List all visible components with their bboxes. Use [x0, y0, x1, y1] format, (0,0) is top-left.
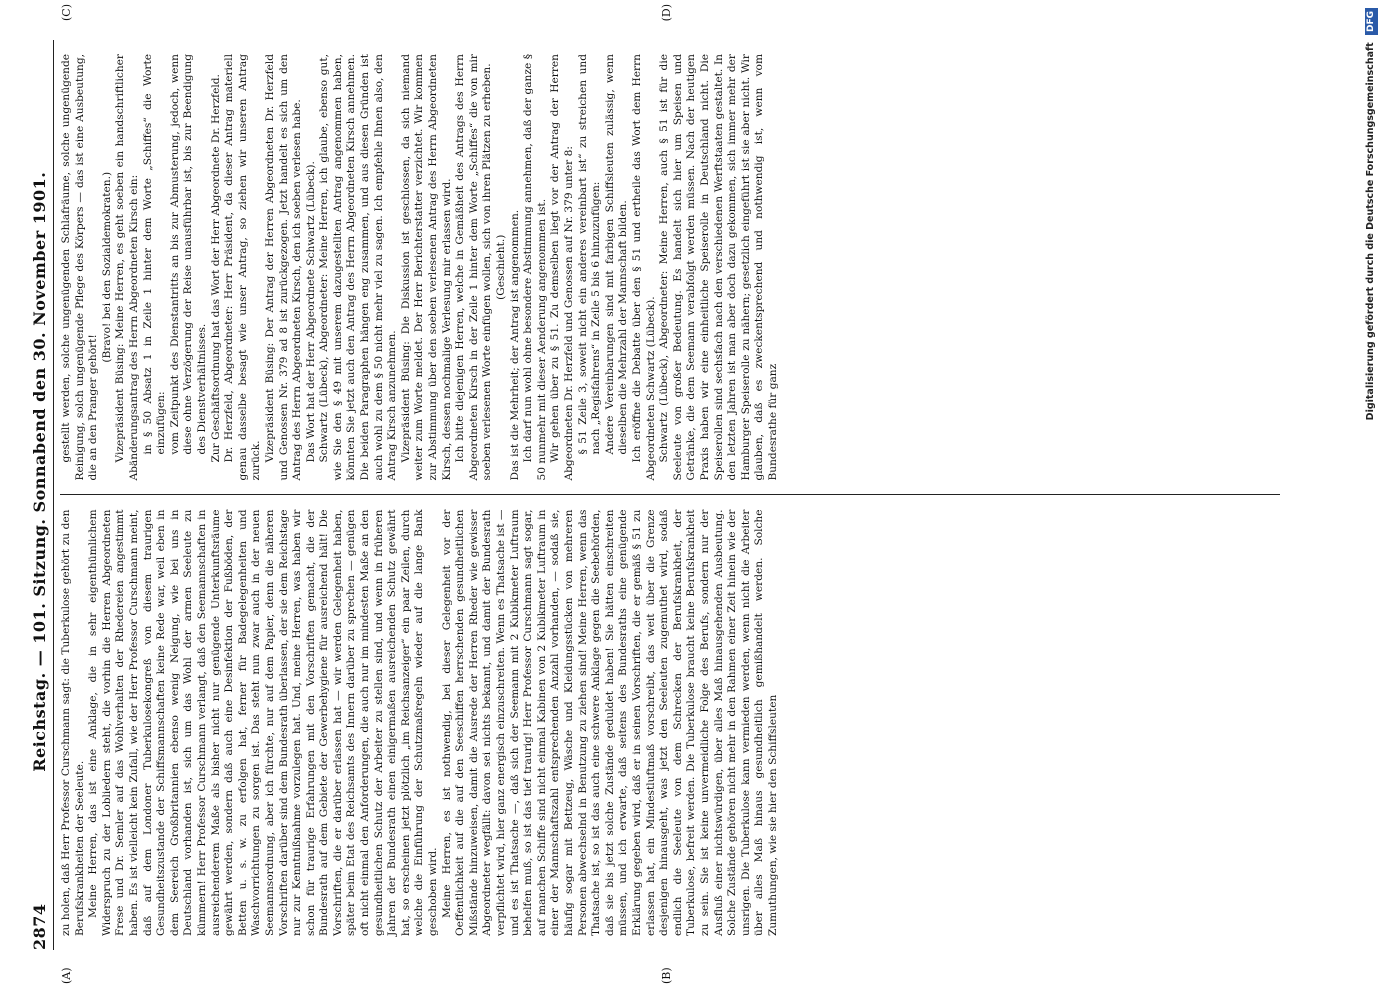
paragraph: Wir gehen über zu § 51. Zu demselben liegt vor der Antrag der Herren Abgeordneten Dr. Herzfeld und Genossen auf Nr. 379 unter 8:: [549, 54, 575, 481]
page-title: Reichstag. — 101. Sitzung. Sonnabend den 30. November 1901.: [30, 171, 49, 772]
margin-marker-b: (B): [660, 967, 673, 984]
digitization-credit: [1361, 8, 1381, 992]
credit-text: Digitalisierung gefördert durch die Deutsche Forschungsgemeinschaft: [1365, 42, 1376, 421]
paragraph: § 51 Zeile 3, soweit nicht ein anderes vereinbart ist“ zu streichen und nach „Regisfahrens“ in Zeile 5 bis 6 hinzuzufügen:: [576, 54, 603, 455]
page-header: [30, 40, 54, 950]
paragraph: Vizepräsident Büsing: Die Diskussion ist geschlossen, da sich niemand weiter zum Worte meldet. Der Herr Berichterstatter verzichtet. Wir kommen zur Abstimmung über den soeben verlesenen Antrag des Herrn Abgeordneten Kirsch, dessen nochmalige Verlesung mir erlassen wird.: [399, 54, 453, 481]
paragraph: Ich bitte diejenigen Herren, welche in Gemäßheit des Antrags des Herrn Abgeordneten Kirsch in der Zeile 1 hinter dem Worte „Schiffes“ die von mir soeben verlesenen Worte einfügen wollen, sich von ihren Plätzen zu erheben.: [454, 54, 494, 481]
text-columns: [60, 4, 1280, 984]
paragraph: Ich eröffne die Debatte über den § 51 und ertheile das Wort dem Herrn Abgeordneten Schwartz (Lübeck).: [630, 54, 657, 481]
paragraph: Vizepräsident Büsing: Der Antrag der Herren Abgeordneten Dr. Herzfeld und Genossen Nr. 379 ad 8 ist zurückgezogen. Jetzt handelt es sich um den Antrag des Herrn Abgeordneten Kirsch, den ich soeben verlesen habe.: [263, 54, 304, 481]
left-column: [60, 496, 1280, 984]
paragraph: Andere Vereinbarungen sind mit farbigen Schiffsleuten zulässig, wenn dieselben die Mehrzahl der Mannschaft bilden.: [603, 54, 630, 455]
paragraph: Schwartz (Lübeck), Abgeordneter: Meine Herren, ich glaube, ebenso gut, wie Sie den § 49 mit unserem dazugestellten Antrag angenommen haben, könnten Sie jetzt auch den Antrag des Herrn Abgeordneten Kirsch annehmen. Die beiden Paragraphen hängen eng zusammen, und aus diesen Gründen ist auch wohl zu dem § 50 nicht mehr viel zu sagen. Ich empfehle Ihnen also, den Antrag Kirsch anzunehmen.: [318, 54, 399, 481]
paragraph: Ich darf nun wohl ohne besondere Abstimmung annehmen, daß der ganze § 50 nunmehr mit dieser Aenderung angenommen ist.: [522, 54, 548, 481]
margin-marker-d: (D): [660, 4, 673, 22]
paragraph: zu holen, daß Herr Professor Curschmann sagt: die Tuberkulose gehört zu den Berufskrankheiten der Seeleute.: [60, 509, 86, 936]
interjection: (Bravo! bei den Sozialdemokraten.): [100, 171, 113, 363]
paragraph: Meine Herren, es ist nothwendig, bei dieser Gelegenheit vor der Oeffentlichkeit auf die auf den Seeschiffen herrschenden gesundheitlichen Mißstände hinzuweisen, damit die Ausrede der Herren Rheder wie gewisser Abgeordneter wegfällt: davon sei nichts bekannt, und damit der Bundesrath verpflichtet wird, hier ganz energisch einzuschreiten. Wenn es Thatsache ist — und es ist Thatsache —, daß sich der Seemann mit 2 Kubikmeter Luftraum behelfen muß, so ist das tief traurig! Herr Professor Curschmann sagt sogar, auf manchen Schiffe sind nicht einmal Kabinen von 2 Kubikmeter Luftraum in einer der Mannschaftszahl entsprechenden Anzahl vorhanden, — sodaß sie, häufig sogar mit Bettzeug, Wäsche und Kleidungsstücken von mehreren Personen abwechselnd in Benutzung zu ziehen sind! Meine Herren, wenn das Thatsache ist, so ist das auch eine schwere Anklage gegen die Seebehörden, daß sie bis jetzt solche Zustände geduldet haben! Sie hätten einschreiten müssen, und ich erwarte, daß seitens des Bundesraths eine genügende Erklärung gegeben wird, daß er in seinen Vorschriften, die er gemäß § 51 zu erlassen hat, ein Mindestluftmaß vorschreibt, das weit über die Grenze desjenigen hinausgeht, was jetzt den Seeleuten zugemuthet wird, sodaß endlich die Seeleute von dem Schrecken der Berufskrankheit, der Tuberkulose, befreit werden. Die Tuberkulose braucht keine Berufskrankheit zu sein. Sie ist keine unvermeidliche Folge des Berufs, sondern nur der Ausfluß einer nichtswürdigen, über alles Maß hinausgehenden Ausbeutung. Solche Zustände gehören nicht mehr in den Rahmen einer Zeit hinein wie der unsrigen. Die Tuberkulose kann vermieden werden, wenn nicht die Arbeiter über alles Maß hinaus gesundheitlich gemißhandelt werden. Solche Zumuthungen, wie sie hier den Schiffsleuten: [440, 509, 779, 936]
paragraph: Schwartz (Lübeck), Abgeordneter: Meine Herren, auch § 51 ist für die Seeleute von großer Bedeutung. Es handelt sich hier um Speisen und Getränke, die dem Seemann verabfolgt werden müssen. Nach der heutigen Praxis haben wir eine einheitliche Speiserolle in Deutschland nicht. Die Speiserollen sind sechsfach nach den verschiedenen Werftstaaten gestaltet. In den letzten Jahren ist man aber doch dazu gekommen, sich immer mehr der Hamburger Speiserolle zu nähern; gesetzlich eingeführt ist sie aber nicht. Wir glauben, daß es zweckentsprechend und nothwendig ist, wenn vom Bundesrathe für ganz: [658, 54, 779, 481]
paragraph: Das ist die Mehrheit; der Antrag ist angenommen.: [508, 209, 521, 481]
paragraph: Zur Geschäftsordnung hat das Wort der Herr Abgeordnete Dr. Herzfeld.: [209, 74, 222, 463]
margin-marker-a: (A): [60, 967, 73, 984]
margin-marker-c: (C): [60, 4, 73, 21]
interjection: (Geschieht.): [495, 234, 507, 300]
dfg-logo: DFG: [1365, 8, 1378, 35]
paragraph: Dr. Herzfeld, Abgeordneter: Herr Präsident, da dieser Antrag materiell genau dasselbe besagt wie unser Antrag, so ziehen wir unseren Antrag zurück.: [223, 54, 263, 481]
paragraph: in § 50 Absatz 1 in Zeile 1 hinter dem Worte „Schiffes“ die Worte einzufügen:: [141, 54, 168, 455]
right-column: [60, 4, 1280, 496]
page-number: 2874: [30, 903, 49, 950]
paragraph: gestellt werden, solche ungenügenden Schlafräume, solche ungenügende Reinigung, solch ungenügende Pflege des Körpers — das ist eine Ausbeutung, die an den Pranger gehört!: [60, 54, 100, 481]
paragraph: vom Zeitpunkt des Dienstantritts an bis zur Abmusterung, jedoch, wenn diese ohne Verzögerung der Reise unausführbar ist, bis zur Beendigung des Dienstverhältnisses.: [168, 54, 208, 455]
paragraph: Meine Herren, das ist eine Anklage, die in sehr eigenthümlichem Widerspruch zu der Lobliedern steht, die vorhin die Herren Abgeordneten Frese und Dr. Semler auf das Wohlverhalten der Rhedereien angestimmt haben. Es ist vielleicht kein Zufall, wie der Herr Professor Curschmann meint, daß auf dem Londoner Tuberkulosekongreß von diesem traurigen Gesundheitszustande der Schiffsmannschaften keine Rede war, weil eben in dem Seereich Großbritannien ebenso wenig Neigung, wie bei uns in Deutschland vorhanden ist, sich um das Wohl der armen Seeleute zu kümmern! Herr Professor Curschmann verlangt, daß den Seemannschaften in ausreichenderem Maße als bisher nicht nur genügende Unterkunftsräume gewährt werden, sondern daß auch eine Desinfektion der Fußböden, der Betten u. s. w. zu erfolgen hat, ferner für Badegelegenheiten und Waschvorrichtungen zu sorgen ist. Das steht nun zwar auch in der neuen Seemannsordnung, aber ich fürchte, nur auf dem Papier, denn die näheren Vorschriften darüber sind dem Bundesrath überlassen, der sie dem Reichstage nur zur Kenntnißnahme vorzulegen hat. Und, meine Herren, was haben wir schon für traurige Erfahrungen mit den Vorschriften gemacht, die der Bundesrath auf dem Gebiete der Gewerbehygiene für ausreichend hält! Die Vorschriften, die er darüber erlassen hat — wir werden Gelegenheit haben, später beim Etat des Reichsamts des Innern darüber zu sprechen — genügen oft nicht einmal den Anforderungen, die auch nur im mindesten Maße an den gesundheitlichen Schutz der Arbeiter zu stellen sind, und wenn in früheren Jahren der Bundesrath einen einigermaßen ausreichenden Schutz gewährt hat, so erscheinen jetzt plötzlich „im Reichsanzeiger“ ein paar Zeilen, durch welche die Einführung der Schutzmaßregeln wieder auf die lange Bank geschoben wird.: [87, 509, 440, 936]
paragraph: Vizepräsident Büsing: Meine Herren, es geht soeben ein handschriftlicher Abänderungsantrag des Herrn Abgeordneten Kirsch ein:: [114, 54, 140, 481]
paragraph: Das Wort hat der Herr Abgeordnete Schwartz (Lübeck).: [304, 161, 317, 463]
